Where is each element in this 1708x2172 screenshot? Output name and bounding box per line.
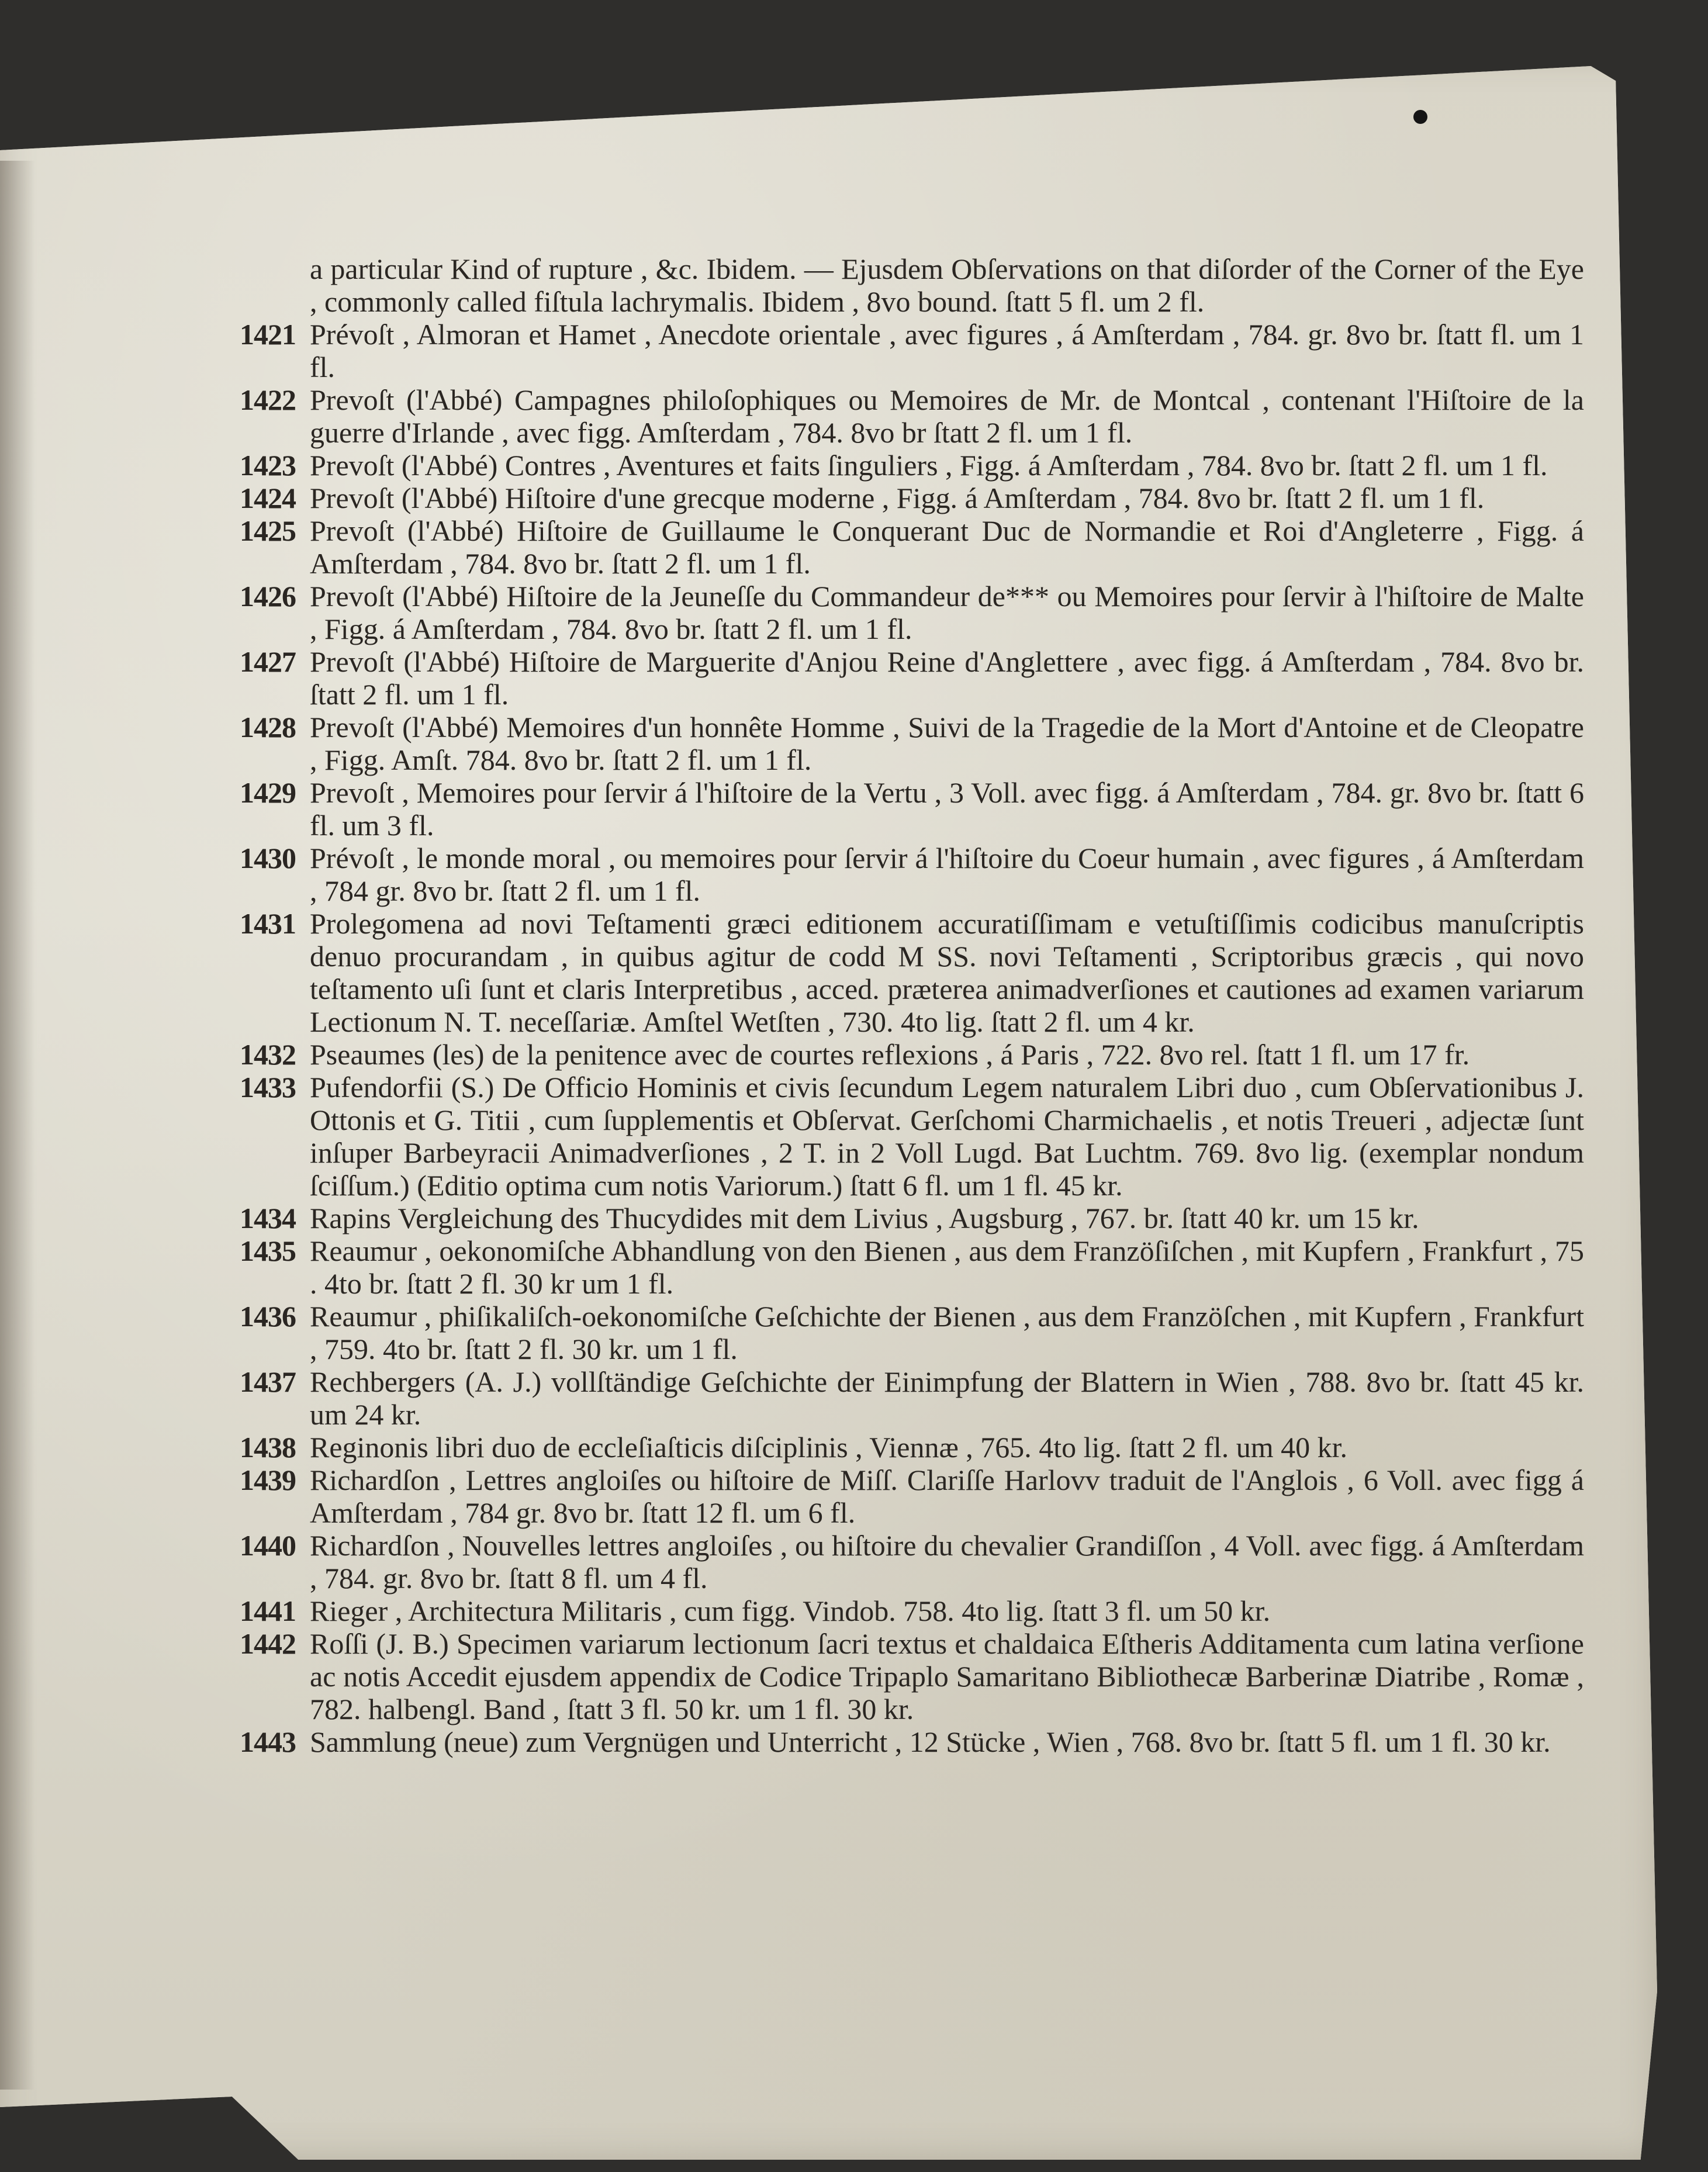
catalog-entry — [240, 383, 1584, 449]
catalog-entry — [240, 580, 1584, 645]
entry-number: 1436 — [240, 1300, 296, 1333]
catalog-entry — [240, 514, 1584, 580]
catalog-entry — [240, 907, 1584, 1038]
entry-number: 1431 — [240, 907, 296, 940]
entry-text: Prevoſt (l'Abbé) Contres , Aventures et faits ſinguliers , Figg. á Amſterdam , 784. 8vo br. ſtatt 2 fl. um 1 fl. — [310, 449, 1548, 482]
entry-number: 1434 — [240, 1202, 296, 1234]
catalog-entry — [240, 1365, 1584, 1431]
page-fold-shadow — [0, 161, 35, 2090]
catalog-entry — [240, 1202, 1584, 1234]
catalog-entry — [240, 1071, 1584, 1202]
catalog-entry — [240, 1595, 1584, 1627]
entry-text: Richardſon , Lettres angloiſes ou hiſtoire de Miſſ. Clariſſe Harlovv traduit de l'Anglois , 6 Voll. avec figg á Amſterdam , 784 gr. 8vo br. ſtatt 12 fl. um 6 fl. — [310, 1464, 1584, 1529]
catalog-entry — [240, 1431, 1584, 1464]
catalog-entry — [240, 842, 1584, 907]
entry-number: 1426 — [240, 580, 296, 613]
entry-text: Prevoſt (l'Abbé) Hiſtoire de Guillaume le Conquerant Duc de Normandie et Roi d'Angleterre , Figg. á Amſterdam , 784. 8vo br. ſtatt 2 fl. um 1 fl. — [310, 514, 1584, 580]
entry-text: Prevoſt (l'Abbé) Hiſtoire de Marguerite d'Anjou Reine d'Anglettere , avec figg. á Amſterdam , 784. 8vo br. ſtatt 2 fl. um 1 fl. — [310, 645, 1584, 711]
page-hole — [1413, 110, 1427, 124]
entry-number: 1423 — [240, 449, 296, 482]
entry-number: 1430 — [240, 842, 296, 874]
entry-text: Reginonis libri duo de eccleſiaſticis diſciplinis , Viennæ , 765. 4to lig. ſtatt 2 fl. um 40 kr. — [310, 1431, 1348, 1464]
entry-number: 1438 — [240, 1431, 296, 1464]
entry-number: 1427 — [240, 645, 296, 678]
entry-number: 1437 — [240, 1365, 296, 1398]
entry-number: 1429 — [240, 776, 296, 809]
catalog-entry — [240, 776, 1584, 842]
catalog-entry — [240, 1234, 1584, 1300]
catalog-entry — [240, 1038, 1584, 1071]
entry-text: Prévoſt , le monde moral , ou memoires pour ſervir á l'hiſtoire du Coeur humain , avec figures , á Amſterdam , 784 gr. 8vo br. ſtatt 2 fl. um 1 fl. — [310, 842, 1584, 907]
catalog-entry — [240, 1464, 1584, 1529]
entry-text: Rechbergers (A. J.) vollſtändige Geſchichte der Einimpfung der Blattern in Wien , 788. 8vo br. ſtatt 45 kr. um 24 kr. — [310, 1365, 1584, 1431]
catalog-entry — [240, 1725, 1584, 1758]
catalog-entry — [240, 449, 1584, 482]
entry-text: Prevoſt (l'Abbé) Hiſtoire d'une grecque moderne , Figg. á Amſterdam , 784. 8vo br. ſtatt 2 fl. um 1 fl. — [310, 482, 1485, 514]
entry-number: 1428 — [240, 711, 296, 743]
entry-text: Pufendorfii (S.) De Officio Hominis et civis ſecundum Legem naturalem Libri duo , cum Obſervationibus J. Ottonis et G. Titii , cum ſupplementis et Obſervat. Gerſchomi Charmichaelis , et notis Treueri , adjectæ ſunt inſuper Barbeyracii Animadverſiones , 2 T. in 2 Voll Lugd. Bat Luchtm. 769. 8vo lig. (exemplar nondum ſciſſum.) (Editio optima cum notis Variorum.) ſtatt 6 fl. um 1 fl. 45 kr. — [310, 1071, 1584, 1202]
entry-number: 1422 — [240, 383, 296, 416]
entry-number: 1432 — [240, 1038, 296, 1071]
catalog-entry — [240, 711, 1584, 776]
entry-number: 1441 — [240, 1595, 296, 1627]
entry-text: Richardſon , Nouvelles lettres angloiſes , ou hiſtoire du chevalier Grandiſſon , 4 Voll. avec figg. á Amſterdam , 784. gr. 8vo br. ſtatt 8 fl. um 4 fl. — [310, 1529, 1584, 1595]
entry-number: 1435 — [240, 1234, 296, 1267]
entry-number: 1433 — [240, 1071, 296, 1104]
entry-number: 1440 — [240, 1529, 296, 1562]
entry-text: Prevoſt (l'Abbé) Campagnes philoſophiques ou Memoires de Mr. de Montcal , contenant l'Hiſtoire de la guerre d'Irlande , avec figg. Amſterdam , 784. 8vo br ſtatt 2 fl. um 1 fl. — [310, 383, 1584, 449]
entry-text: Pseaumes (les) de la penitence avec de courtes reflexions , á Paris , 722. 8vo rel. ſtatt 1 fl. um 17 fr. — [310, 1038, 1470, 1071]
entry-number: 1442 — [240, 1627, 296, 1660]
entry-number: 1421 — [240, 318, 296, 351]
entry-number: 1439 — [240, 1464, 296, 1496]
catalog-entries — [240, 253, 1584, 1758]
entry-text: Reaumur , phiſikaliſch-oekonomiſche Geſchichte der Bienen , aus dem Franzöſchen , mit Kupfern , Frankfurt , 759. 4to br. ſtatt 2 fl. 30 kr. um 1 fl. — [310, 1300, 1584, 1365]
entry-text: Prevoſt , Memoires pour ſervir á l'hiſtoire de la Vertu , 3 Voll. avec figg. á Amſterdam , 784. gr. 8vo br. ſtatt 6 fl. um 3 fl. — [310, 776, 1584, 842]
entry-text: a particular Kind of rupture , &c. Ibidem. — Ejusdem Obſervations on that diſorder of the Corner of the Eye , commonly called fiſtula lachrymalis. Ibidem , 8vo bound. ſtatt 5 fl. um 2 fl. — [310, 253, 1584, 318]
entry-text: Roſſi (J. B.) Specimen variarum lectionum ſacri textus et chaldaica Eſtheris Additamenta cum latina verſione ac notis Accedit ejusdem appendix de Codice Tripaplo Samaritano Bibliothecæ Barberinæ Diatribe , Romæ , 782. halbengl. Band , ſtatt 3 fl. 50 kr. um 1 fl. 30 kr. — [310, 1627, 1584, 1725]
entry-number: 1425 — [240, 514, 296, 547]
entry-text: Prolegomena ad novi Teſtamenti græci editionem accuratiſſimam e vetuſtiſſimis codicibus manuſcriptis denuo procurandam , in quibus agitur de codd M SS. novi Teſtamenti , Scriptoribus græcis , qui novo teſtamento uſi ſunt et claris Interpretibus , acced. præterea animadverſiones et cautiones ad examen variarum Lectionum N. T. neceſſariæ. Amſtel Wetſten , 730. 4to lig. ſtatt 2 fl. um 4 kr. — [310, 907, 1584, 1038]
catalog-entry — [240, 1627, 1584, 1725]
catalog-entry — [240, 318, 1584, 383]
catalog-entry — [240, 1529, 1584, 1595]
entry-text: Prevoſt (l'Abbé) Memoires d'un honnête Homme , Suivi de la Tragedie de la Mort d'Antoine et de Cleopatre , Figg. Amſt. 784. 8vo br. ſtatt 2 fl. um 1 fl. — [310, 711, 1584, 776]
entry-number: 1424 — [240, 482, 296, 514]
catalog-entry — [240, 482, 1584, 514]
entry-text: Rapins Vergleichung des Thucydides mit dem Livius , Augsburg , 767. br. ſtatt 40 kr. um 15 kr. — [310, 1202, 1419, 1234]
entry-text: Reaumur , oekonomiſche Abhandlung von den Bienen , aus dem Franzöſiſchen , mit Kupfern , Frankfurt , 75 . 4to br. ſtatt 2 fl. 30 kr um 1 fl. — [310, 1234, 1584, 1300]
catalog-entry — [240, 253, 1584, 318]
entry-text: Rieger , Architectura Militaris , cum figg. Vindob. 758. 4to lig. ſtatt 3 fl. um 50 kr. — [310, 1595, 1271, 1627]
catalog-entry — [240, 645, 1584, 711]
catalog-entry — [240, 1300, 1584, 1365]
entry-text: Prevoſt (l'Abbé) Hiſtoire de la Jeuneſſe du Commandeur de*** ou Memoires pour ſervir à l'hiſtoire de Malte , Figg. á Amſterdam , 784. 8vo br. ſtatt 2 fl. um 1 fl. — [310, 580, 1584, 645]
entry-number: 1443 — [240, 1725, 296, 1758]
entry-text: Sammlung (neue) zum Vergnügen und Unterricht , 12 Stücke , Wien , 768. 8vo br. ſtatt 5 fl. um 1 fl. 30 kr. — [310, 1725, 1551, 1758]
entry-text: Prévoſt , Almoran et Hamet , Anecdote orientale , avec figures , á Amſterdam , 784. gr. 8vo br. ſtatt fl. um 1 fl. — [310, 318, 1584, 383]
